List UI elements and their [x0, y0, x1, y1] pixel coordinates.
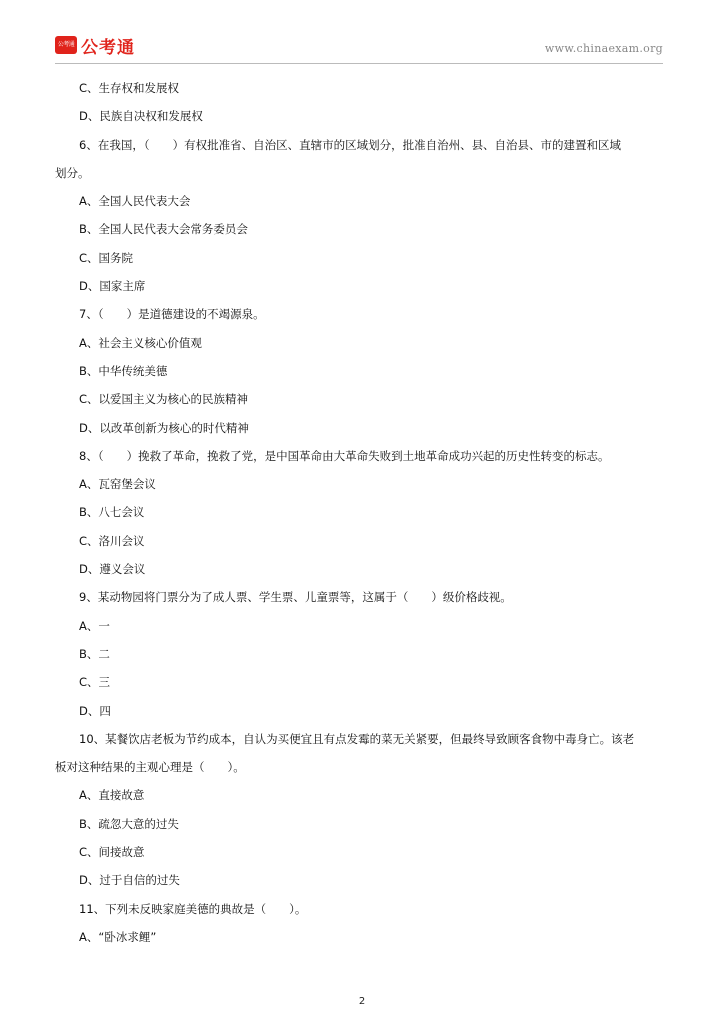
page-number: 2 — [358, 996, 366, 1007]
option-line: C、三 — [79, 675, 111, 690]
option-line: D、遵义会议 — [79, 562, 146, 577]
option-line: D、四 — [79, 703, 111, 718]
option-line: C、洛川会议 — [79, 533, 145, 548]
logo-text: 公考通 — [81, 37, 135, 58]
option-line: A、“卧冰求鲤” — [79, 929, 157, 944]
option-line: A、社会主义核心价值观 — [79, 335, 202, 350]
option-line: A、瓦窑堡会议 — [79, 477, 156, 492]
option-line: B、疏忽大意的过失 — [79, 816, 179, 831]
option-line: B、二 — [79, 646, 110, 661]
option-line: B、全国人民代表大会常务委员会 — [79, 222, 248, 237]
option-line: C、以爱国主义为核心的民族精神 — [79, 392, 249, 407]
question-line: 9、某动物园将门票分为了成人票、学生票、儿童票等，这属于（ ）级价格歧视。 — [79, 590, 512, 605]
document-body — [55, 74, 667, 951]
option-line: D、过于自信的过失 — [79, 873, 180, 888]
question-continuation: 板对这种结果的主观心理是（ ）。 — [55, 760, 245, 775]
option-line: B、八七会议 — [79, 505, 145, 520]
question-line: 10、某餐饮店老板为节约成本，自认为买便宜且有点发霉的菜无关紧要，但最终导致顾客食物中毒身亡。该老 — [79, 731, 635, 746]
logo — [55, 34, 135, 56]
option-line: D、以改革创新为核心的时代精神 — [79, 420, 249, 435]
page-header — [55, 34, 663, 60]
option-line: A、全国人民代表大会 — [79, 194, 191, 209]
logo-badge-icon: 公考通 — [55, 36, 77, 54]
option-line: A、一 — [79, 618, 110, 633]
option-line: D、民族自决权和发展权 — [79, 109, 203, 124]
question-line: 6、在我国，（ ）有权批准省、自治区、直辖市的区域划分，批准自治州、县、自治县、市的建置和区域 — [79, 137, 622, 152]
question-line: 11、下列未反映家庭美德的典故是（ ）。 — [79, 901, 307, 916]
option-line: C、国务院 — [79, 250, 134, 265]
option-line: D、国家主席 — [79, 279, 146, 294]
option-line: B、中华传统美德 — [79, 363, 168, 378]
question-continuation: 划分。 — [55, 165, 90, 180]
header-divider — [55, 63, 663, 64]
option-line: C、间接故意 — [79, 845, 145, 860]
option-line: C、生存权和发展权 — [79, 81, 180, 95]
option-line: A、直接故意 — [79, 788, 145, 803]
question-line: 8、（ ）挽救了革命，挽救了党，是中国革命由大革命失败到土地革命成功兴起的历史性转变的标志。 — [79, 448, 610, 463]
question-line: 7、（ ）是道德建设的不竭源泉。 — [79, 307, 265, 322]
site-url: www.chinaexam.org — [544, 42, 663, 55]
